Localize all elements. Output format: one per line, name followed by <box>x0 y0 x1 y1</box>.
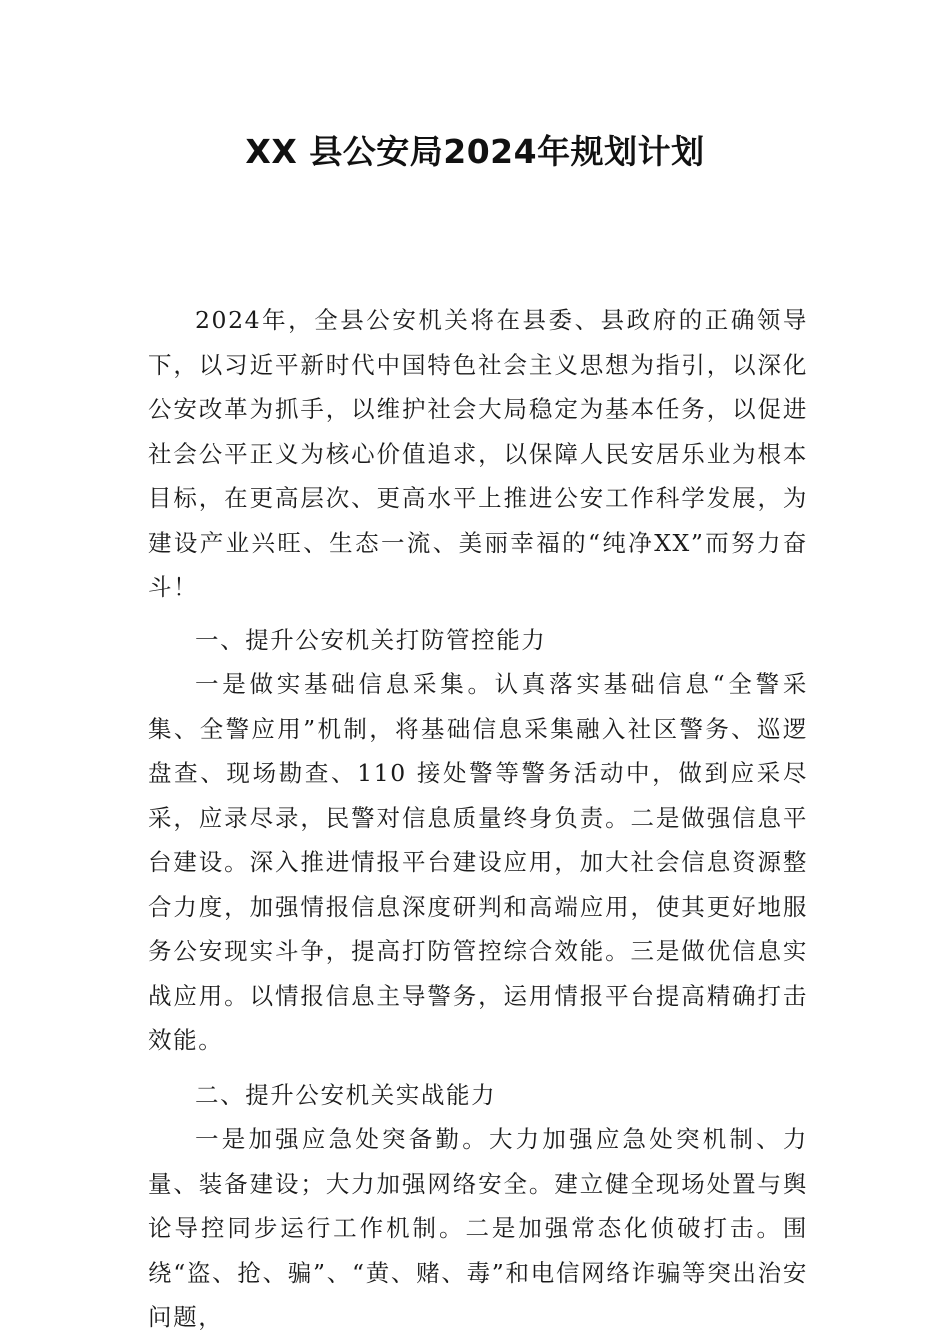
section-2-paragraph: 一是加强应急处突备勤。大力加强应急处突机制、力量、装备建设；大力加强网络安全。建立健全现场处置与舆论导控同步运行工作机制。二是加强常态化侦破打击。围绕“盗、抢、骗”、“黄、赌、毒”和电信网络诈骗等突出治安问题， <box>148 1125 808 1331</box>
section-heading-1: 一、提升公安机关打防管控能力 <box>195 625 547 654</box>
document-title: XX 县公安局2024年规划计划 <box>245 132 705 171</box>
section-1-paragraph: 一是做实基础信息采集。认真落实基础信息“全警采集、全警应用”机制，将基础信息采集融入社区警务、巡逻盘查、现场勘查、110 接处警等警务活动中，做到应采尽采，应录尽录，民警对信息质量终身负责。二是做强信息平台建设。深入推进情报平台建设应用，加大社会信息资源整合力度，加强情报信息深度研判和高端应用，使其更好地服务公安现实斗争，提高打防管控综合效能。三是做优信息实战应用。以情报信息主导警务，运用情报平台提高精确打击效能。 <box>148 670 808 1054</box>
intro-paragraph: 2024年，全县公安机关将在县委、县政府的正确领导下，以习近平新时代中国特色社会主义思想为指引，以深化公安改革为抓手，以维护社会大局稳定为基本任务，以促进社会公平正义为核心价值追求，以保障人民安居乐业为根本目标，在更高层次、更高水平上推进公安工作科学发展，为建设产业兴旺、生态一流、美丽幸福的“纯净XX”而努力奋斗！ <box>148 306 808 601</box>
section-heading-2: 二、提升公安机关实战能力 <box>195 1080 497 1109</box>
document-body <box>148 298 808 1340</box>
